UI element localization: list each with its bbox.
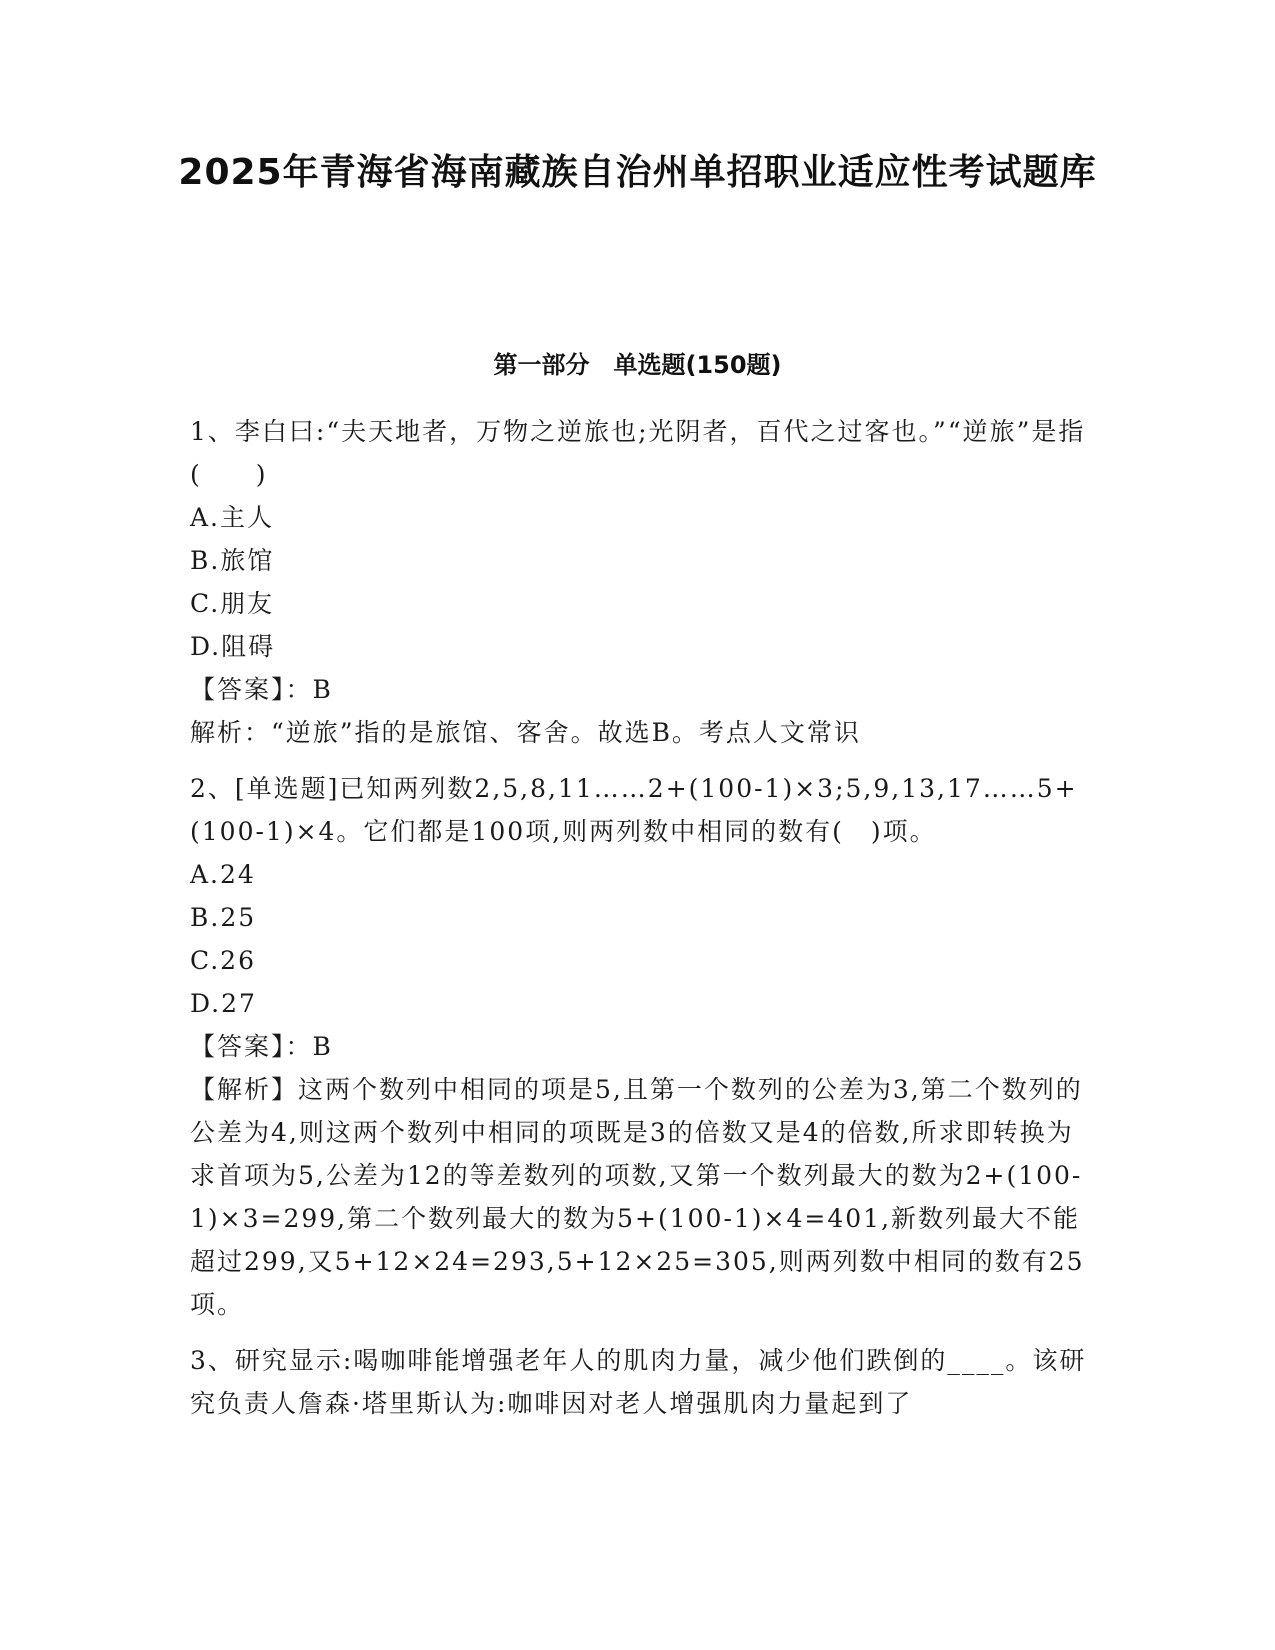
option-d: D.阻碍 [190,632,276,661]
analysis: 解析：“逆旅”指的是旅馆、客舍。故选B。考点人文常识 [190,718,861,747]
option-b: B.25 [190,903,257,932]
analysis: 【解析】这两个数列中相同的项是5,且第一个数列的公差为3,第二个数列的公差为4,则这两个数列中相同的项既是3的倍数又是4的倍数,所求即转换为求首项为5,公差为12的等差数列的项数,又第一个数列最大的数为2+(100-1)×3=299,第二个数列最大的数为5+(100-1)×4=401,新数列最大不能超过299,又5+12×24=293,5+12×25=305,则两列数中相同的数有25项。 [190,1075,1085,1319]
document-title: 2025年青海省海南藏族自治州单招职业适应性考试题库 [178,152,1097,193]
answer: 【答案】：B [190,1032,333,1061]
question-1 [190,410,1090,754]
question-2 [190,767,1090,1326]
option-c: C.朋友 [190,589,275,618]
option-d: D.27 [190,989,257,1018]
question-stem: 2、[单选题]已知两列数2,5,8,11……2+(100-1)×3;5,9,13,17……5+(100-1)×4。它们都是100项,则两列数中相同的数有( )项。 [190,774,1078,846]
answer: 【答案】：B [190,675,333,704]
question-stem: 1、李白曰:“夫天地者，万物之逆旅也;光阴者，百代之过客也。”“逆旅”是指( ) [190,417,1086,489]
question-stem: 3、研究显示:喝咖啡能增强老年人的肌肉力量，减少他们跌倒的____。该研究负责人詹森·塔里斯认为:咖啡因对老人增强肌肉力量起到了 [190,1346,1087,1418]
option-a: A.24 [190,860,256,889]
option-a: A.主人 [190,503,275,532]
question-3 [190,1339,1090,1425]
option-c: C.26 [190,946,256,975]
section-heading: 第一部分 单选题(150题) [493,351,782,379]
question-list [190,410,1090,1425]
option-b: B.旅馆 [190,546,275,575]
